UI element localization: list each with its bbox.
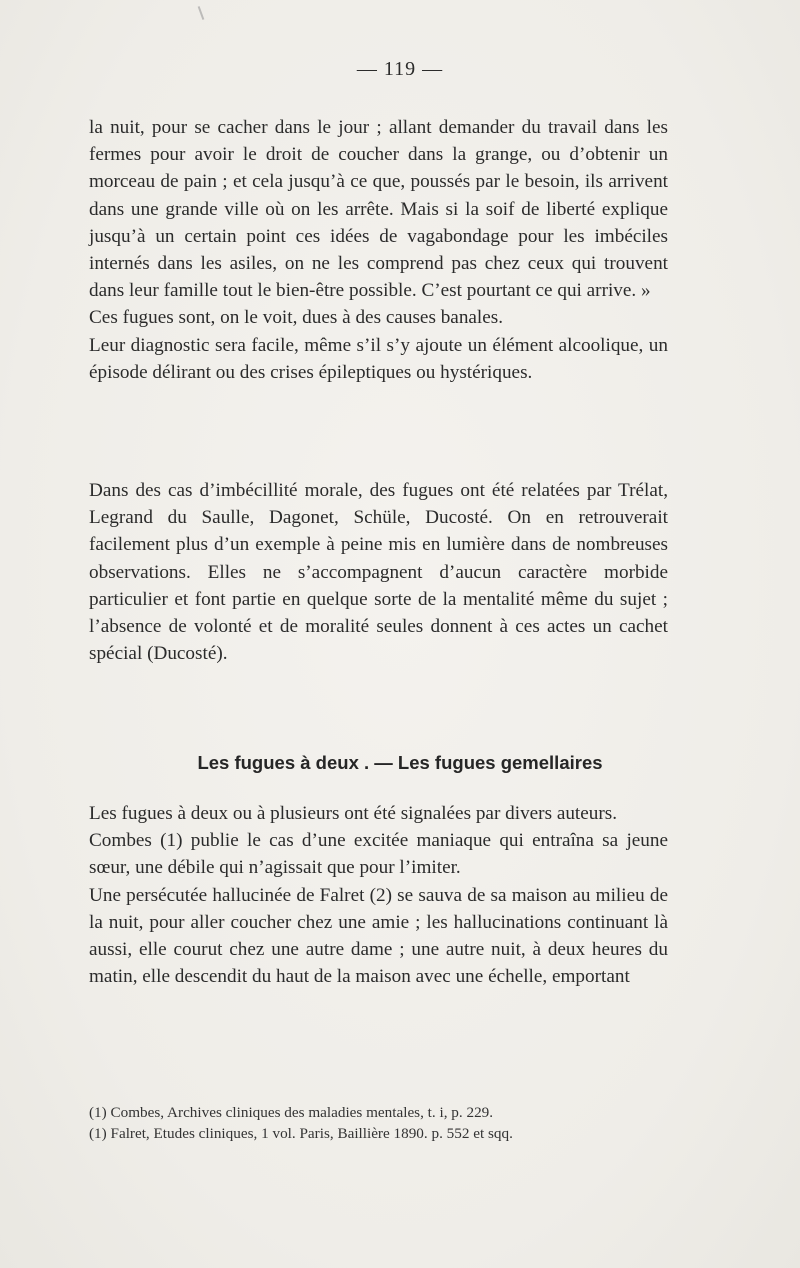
text-block-top <box>89 114 668 386</box>
footnote: (1) Falret, Etudes cliniques, 1 vol. Paris, Baillière 1890. p. 552 et sqq. <box>89 1125 513 1142</box>
paragraph: Combes (1) publie le cas d’une excitée maniaque qui entraîna sa jeune sœur, une débile qui n’agissait que pour l’imiter. <box>89 830 668 879</box>
text-block-middle <box>89 477 668 667</box>
paragraph: Ces fugues sont, on le voit, dues à des causes banales. <box>89 307 504 329</box>
paragraph: Leur diagnostic sera facile, même s’il s’y ajoute un élément alcoolique, un épisode délirant ou des crises épileptiques ou hystériques. <box>89 334 668 383</box>
footnote: (1) Combes, Archives cliniques des maladies mentales, t. i, p. 229. <box>89 1104 494 1121</box>
footnotes <box>89 1102 689 1144</box>
section-heading: Les fugues à deux . — Les fugues gemellaires <box>197 752 603 773</box>
paragraph: la nuit, pour se cacher dans le jour ; allant demander du travail dans les fermes pour avoir le droit de coucher dans la grange, ou d’obtenir un morceau de pain ; et cela jusqu’à ce que, poussés par le besoin, ils arrivent dans une grande ville où on les arrête. Mais si la soif de liberté explique jusqu’à un certain point ces idées de vagabondage pour les imbéciles internés dans les asiles, on ne les comprend pas chez ceux qui trouvent dans leur famille tout le bien-être possible. C’est pourtant ce qui arrive. » <box>89 117 668 302</box>
paragraph: Une persécutée hallucinée de Falret (2) se sauva de sa maison au milieu de la nuit, pour aller coucher chez une amie ; les hallucinations continuant là aussi, elle courut chez une autre dame ; une autre nuit, à deux heures du matin, elle descendit du haut de la maison avec une échelle, emportant <box>89 884 668 988</box>
paragraph: Les fugues à deux ou à plusieurs ont été signalées par divers auteurs. <box>89 803 618 824</box>
page-number: — 119 — <box>356 58 444 80</box>
text-block-bottom <box>89 800 668 990</box>
paper-mark <box>198 6 205 20</box>
paragraph: Dans des cas d’imbécillité morale, des fugues ont été relatées par Trélat, Legrand du Saulle, Dagonet, Schüle, Ducosté. On en retrouverait facilement plus d’un exemple à peine mis en lumière dans de nombreuses observations. Elles ne s’accompagnent d’aucun caractère morbide particulier et font partie en quelque sorte de la mentalité même du sujet ; l’absence de volonté et de moralité seules donnent à ces actes un cachet spécial (Ducosté). <box>89 480 668 665</box>
